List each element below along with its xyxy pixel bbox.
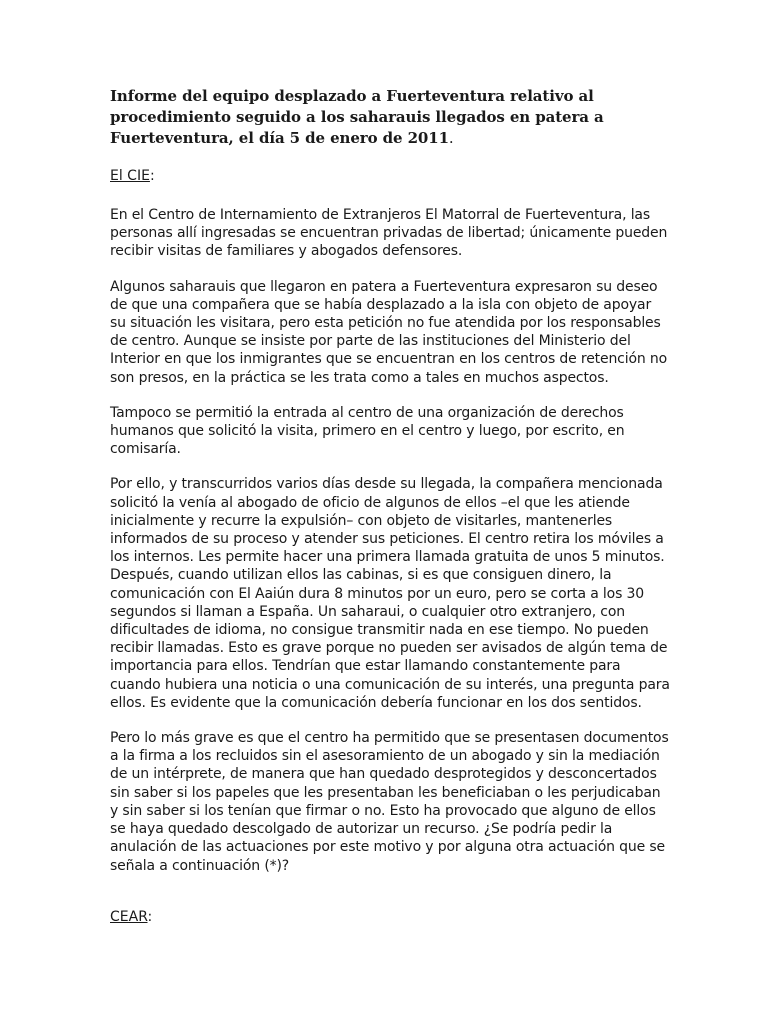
- section-heading-cie-label: El CIE: [110, 168, 150, 184]
- paragraph-3: Tampoco se permitió la entrada al centro de una organización de derechos humanos que solicitó la visita, primero en el centro y luego, por escrito, en comisaría.: [110, 404, 625, 458]
- document-title: [110, 86, 670, 149]
- title-end-punctuation: .: [448, 129, 454, 147]
- document-page: [110, 86, 670, 947]
- title-bold-text: Informe del equipo desplazado a Fuerteventura relativo al procedimiento seguido a los saharauis llegados en patera a Fuerteventura: [110, 87, 604, 147]
- section-heading-cear-colon: :: [147, 908, 153, 925]
- paragraph-5: Pero lo más grave es que el centro ha permitido que se presentasen documentos a la firma a los recluidos sin el asesoramiento de un abogado y sin la mediación de un intérprete, de manera que han quedado desprotegidos y desconcertados sin saber si los papeles que les presentaban les beneficiaban o les perjudicaban y sin saber si los tenían que firmar o no. Esto ha provocado que alguno de ellos se haya quedado descolgado de autorizar un recurso. ¿Se podría pedir la anulación de las actuaciones por este motivo y por alguna otra actuación que se señala a continuación (*)?: [110, 730, 669, 874]
- section-heading-cear-label: CEAR: [110, 908, 148, 925]
- paragraph-1: En el Centro de Internamiento de Extranjeros El Matorral de Fuerteventura, las personas allí ingresadas se encuentran privadas de libertad; únicamente pueden recibir visitas de familiares y abogados defensores.: [110, 207, 668, 260]
- paragraph-4: Por ello, y transcurridos varios días desde su llegada, la compañera mencionada solicitó la venía al abogado de oficio de algunos de ellos –el que les atiende inicialmente y recurre la expulsión– con objeto de visitarles, mantenerles informados de su proceso y atender sus peticiones. El centro retira los móviles a los internos. Les permite hacer una primera llamada gratuita de unos 5 minutos. Después, cuando utilizan ellos las cabinas, si es que consiguen dinero, la comunicación con El Aaiún dura 8 minutos por un euro, pero se corta a los 30 segundos si llaman a España. Un saharaui, o cualquier otro extranjero, con dificultades de idioma, no consigue transmitir nada en ese tiempo. No pueden recibir llamadas. Esto es grave porque no pueden ser avisados de algún tema de importancia para ellos. Tendrían que estar llamando constantemente para cuando hubiera una noticia o una comunicación de su interés, una pregunta para ellos. Es evidente que la comunicación debería funcionar en los dos sentidos.: [110, 476, 670, 711]
- paragraph-2: Algunos saharauis que llegaron en patera a Fuerteventura expresaron su deseo de que una compañera que se había desplazado a la isla con objeto de apoyar su situación les visitara, pero esta petición no fue atendida por los responsables de centro. Aunque se insiste por parte de las instituciones del Ministerio del Interior en que los inmigrantes que se encuentran en los centros de retención no son presos, en la práctica se les trata como a tales en muchos aspectos.: [110, 278, 668, 386]
- title-date-text: , el día 5 de enero de 2011: [228, 129, 449, 147]
- section-heading-cie: [110, 167, 670, 186]
- section-heading-cie-colon: :: [149, 168, 155, 184]
- section-heading-cear: [110, 908, 670, 927]
